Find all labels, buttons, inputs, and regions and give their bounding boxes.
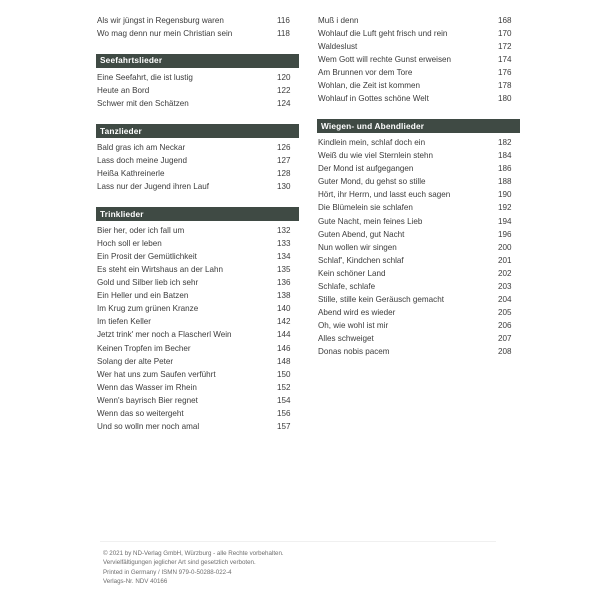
song-title: Es steht ein Wirtshaus an der Lahn [97,265,223,275]
toc-entry[interactable] [96,14,299,27]
song-title: Waldeslust [318,42,358,52]
song-page-number: 202 [498,268,512,278]
song-page-number: 194 [498,216,512,226]
toc-entry[interactable] [317,319,520,332]
song-title: Im tiefen Keller [97,317,151,327]
song-title: Gold und Silber lieb ich sehr [97,278,199,288]
toc-entry[interactable] [96,167,299,180]
song-page-number: 208 [498,346,512,356]
song-title: Schlaf', Kindchen schlaf [318,255,404,265]
song-page-number: 178 [498,81,512,91]
song-page-number: 196 [498,229,512,239]
song-title: Abend wird es wieder [318,307,396,317]
song-page-number: 127 [277,156,291,166]
song-page-number: 201 [498,255,512,265]
song-page-number: 180 [498,94,512,104]
song-title: Nun wollen wir singen [318,242,397,252]
song-title: Bier her, oder ich fall um [97,226,185,236]
toc-entry[interactable] [96,276,299,289]
toc-entry[interactable] [317,254,520,267]
toc-entry[interactable] [96,407,299,420]
song-page-number: 138 [277,291,291,301]
song-title: Wohlauf die Luft geht frisch und rein [318,29,448,39]
song-page-number: 172 [498,42,512,52]
song-title: Wohlauf in Gottes schöne Welt [318,94,429,104]
footer-line: Vervielfältigungen jeglicher Art sind gesetzlich verboten. [103,559,256,567]
song-title: Eine Seefahrt, die ist lustig [97,72,193,82]
toc-entry[interactable] [96,420,299,433]
section-tanzlieder [96,124,299,193]
song-page-number: 205 [498,307,512,317]
song-title: Muß i denn [318,16,359,25]
song-page-number: 126 [277,143,291,153]
song-title: Weiß du wie viel Sternlein stehn [318,151,434,161]
section-header: Seefahrtslieder [96,54,299,68]
song-page-number: 118 [277,29,290,39]
song-list [96,71,299,110]
song-title: Lass doch meine Jugend [97,156,187,166]
toc-entry[interactable] [317,175,520,188]
table-of-contents [96,14,520,447]
song-page-number: 120 [277,72,291,82]
toc-entry[interactable] [96,368,299,381]
footer-line: Printed in Germany / ISMN 979-0-50288-022-4 [103,568,232,576]
song-page-number: 184 [498,151,512,161]
toc-entry[interactable] [317,40,520,53]
song-list [317,136,520,358]
toc-entry[interactable] [317,188,520,201]
song-title: Keinen Tropfen im Becher [97,343,191,353]
page-footer [103,549,523,587]
song-title: Der Mond ist aufgegangen [318,164,414,174]
footer-line: Verlags-Nr. NDV 40166 [103,578,168,586]
song-title: Im Krug zum grünen Kranze [97,304,199,314]
song-page-number: 116 [277,16,290,25]
toc-entry[interactable] [96,141,299,154]
toc-entry[interactable] [96,394,299,407]
section-wiegen-und-abendlieder [317,119,520,358]
song-page-number: 182 [498,138,512,148]
toc-entry[interactable] [317,293,520,306]
song-page-number: 174 [498,55,512,65]
song-title: Wenn das Wasser im Rhein [97,382,197,392]
footer-line: © 2021 by ND-Verlag GmbH, Würzburg - alle Rechte vorbehalten. [103,550,284,557]
song-title: Heute an Bord [97,86,150,96]
toc-entry[interactable] [96,315,299,328]
song-page-number: 144 [277,330,291,340]
toc-entry[interactable] [317,136,520,149]
song-title: Wer hat uns zum Saufen verführt [97,369,216,379]
song-title: Solang der alte Peter [97,356,174,366]
song-page-number: 156 [277,408,291,418]
song-page-number: 146 [277,343,291,353]
song-title: Donas nobis pacem [318,346,390,356]
section-header: Wiegen- und Abendlieder [317,119,520,133]
toc-entry[interactable] [317,14,520,27]
song-page-number: 154 [277,395,291,405]
song-page-number: 168 [498,16,512,25]
song-page-number: 192 [498,203,512,213]
toc-entry[interactable] [96,342,299,355]
song-title: Hoch soll er leben [97,239,162,249]
toc-entry[interactable] [317,79,520,92]
song-title: Bald gras ich am Neckar [97,143,186,153]
toc-entry[interactable] [96,27,299,40]
song-title: Die Blümelein sie schlafen [318,203,413,213]
toc-entry[interactable] [96,302,299,315]
song-page-number: 135 [277,265,291,275]
toc-entry[interactable] [96,97,299,110]
song-title: Ein Prosit der Gemütlichkeit [97,252,197,262]
toc-entry[interactable] [317,27,520,40]
song-page-number: 124 [277,99,291,109]
song-page-number: 150 [277,369,291,379]
toc-entry[interactable] [317,162,520,175]
song-page-number: 207 [498,333,512,343]
song-title: Kein schöner Land [318,268,386,278]
song-page-number: 157 [277,421,291,431]
song-page-number: 148 [277,356,291,366]
toc-entry[interactable] [96,71,299,84]
toc-entry[interactable] [96,328,299,341]
section-seefahrtslieder [96,54,299,110]
toc-entry[interactable] [317,306,520,319]
toc-entry[interactable] [96,154,299,167]
toc-entry[interactable] [96,84,299,97]
section-continued [317,14,520,105]
section-continued [96,14,299,40]
right-column [317,14,520,447]
toc-entry[interactable] [317,345,520,358]
song-title: Hört, ihr Herrn, und lasst euch sagen [318,190,451,200]
left-column [96,14,299,447]
section-header: Trinklieder [96,207,299,221]
song-page-number: 176 [498,68,512,78]
song-page-number: 136 [277,278,291,288]
song-list [96,14,299,40]
song-title: Wenn's bayrisch Bier regnet [97,395,198,405]
song-title: Wem Gott will rechte Gunst erweisen [318,55,451,65]
toc-entry[interactable] [96,355,299,368]
song-title: Als wir jüngst in Regensburg waren [97,16,224,25]
toc-entry[interactable] [317,53,520,66]
song-title: Guten Abend, gut Nacht [318,229,405,239]
song-title: Schlafe, schlafe [318,281,376,291]
song-page-number: 140 [277,304,291,314]
song-title: Gute Nacht, mein feines Lieb [318,216,423,226]
song-title: Wenn das so weitergeht [97,408,184,418]
section-header: Tanzlieder [96,124,299,138]
song-list [96,224,299,433]
song-title: Stille, stille kein Geräusch gemacht [318,294,444,304]
song-page-number: 206 [498,320,512,330]
footer-divider [100,541,496,542]
song-page-number: 142 [277,317,291,327]
toc-entry[interactable] [317,332,520,345]
song-page-number: 134 [277,252,291,262]
song-title: Schwer mit den Schätzen [97,99,189,109]
song-title: Jetzt trink' mer noch a Flascherl Wein [97,330,232,340]
song-title: Am Brunnen vor dem Tore [318,68,413,78]
toc-entry[interactable] [96,381,299,394]
song-page-number: 204 [498,294,512,304]
toc-entry[interactable] [317,149,520,162]
section-trinklieder [96,207,299,433]
song-page-number: 132 [277,226,291,236]
song-page-number: 128 [277,169,291,179]
song-page-number: 200 [498,242,512,252]
toc-entry[interactable] [317,228,520,241]
toc-entry[interactable] [96,180,299,193]
toc-entry[interactable] [96,263,299,276]
song-page-number: 190 [498,190,512,200]
toc-entry[interactable] [317,215,520,228]
toc-entry[interactable] [317,241,520,254]
song-page-number: 186 [498,164,512,174]
toc-entry[interactable] [317,92,520,105]
song-page-number: 130 [277,182,291,192]
toc-entry[interactable] [317,201,520,214]
song-page-number: 152 [277,382,291,392]
song-title: Wo mag denn nur mein Christian sein [97,29,233,39]
song-title: Kindlein mein, schlaf doch ein [318,138,426,148]
song-title: Wohlan, die Zeit ist kommen [318,81,420,91]
song-title: Oh, wie wohl ist mir [318,320,389,330]
toc-entry[interactable] [96,237,299,250]
song-page-number: 203 [498,281,512,291]
toc-entry[interactable] [317,267,520,280]
song-list [317,14,520,105]
song-title: Ein Heller und ein Batzen [97,291,189,301]
song-title: Guter Mond, du gehst so stille [318,177,426,187]
song-page-number: 122 [277,86,291,96]
song-title: Lass nur der Jugend ihren Lauf [97,182,210,192]
song-list [96,141,299,193]
toc-entry[interactable] [317,66,520,79]
song-page-number: 133 [277,239,291,249]
song-page-number: 188 [498,177,512,187]
toc-entry[interactable] [96,250,299,263]
song-title: Und so wolln mer noch amal [97,421,200,431]
song-page-number: 170 [498,29,512,39]
song-title: Alles schweiget [318,333,374,343]
toc-entry[interactable] [317,280,520,293]
footer-text-block [103,549,523,587]
toc-entry[interactable] [96,224,299,237]
song-title: Heißa Kathreinerle [97,169,165,179]
toc-entry[interactable] [96,289,299,302]
